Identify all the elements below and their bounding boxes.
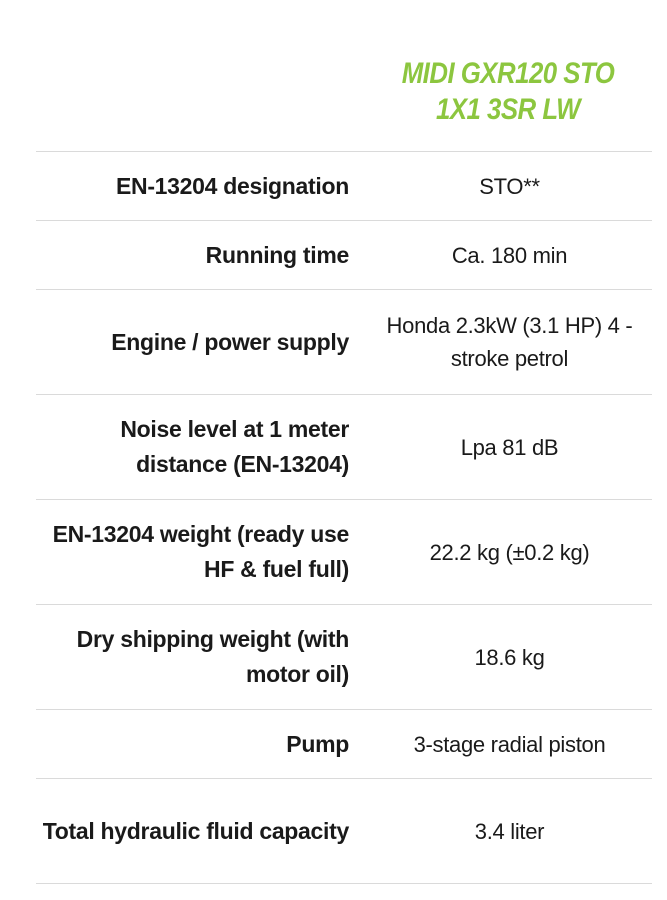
product-title [391,56,625,128]
spec-value: 22.2 kg (±0.2 kg) [429,539,590,565]
spec-row-designation [36,152,652,221]
spec-row-en-weight [36,500,652,605]
spec-row-pump [36,710,652,779]
spec-table [36,151,652,884]
spec-value: Honda 2.3kW (3.1 HP) 4 - stroke petrol [386,313,633,371]
spec-label: Engine / power supply [111,328,349,355]
spec-value: 3-stage radial piston [413,731,606,757]
spec-row-noise-level [36,395,652,500]
spec-value: 18.6 kg [474,644,545,670]
spec-row-running-time [36,221,652,290]
spec-value: Lpa 81 dB [460,434,559,460]
spec-row-engine [36,290,652,395]
spec-label: Dry shipping weight (with motor oil) [76,626,349,687]
spec-row-dry-weight [36,605,652,710]
spec-label: Running time [205,241,349,268]
spec-label: EN-13204 designation [115,172,349,199]
spec-label: Pump [286,730,349,757]
spec-value: 3.4 liter [474,818,545,844]
product-title-line-2: 1X1 3SR LW [436,93,580,126]
spec-value: STO** [479,173,540,199]
product-title-line-1: MIDI GXR120 STO [401,57,615,90]
spec-row-fluid-capacity [36,779,652,884]
spec-label: Noise level at 1 meter distance (EN-13204) [120,416,349,477]
spec-label: Total hydraulic fluid capacity [42,817,349,844]
spec-label: EN-13204 weight (ready use HF & fuel full) [52,521,349,582]
spec-value: Ca. 180 min [451,242,568,268]
